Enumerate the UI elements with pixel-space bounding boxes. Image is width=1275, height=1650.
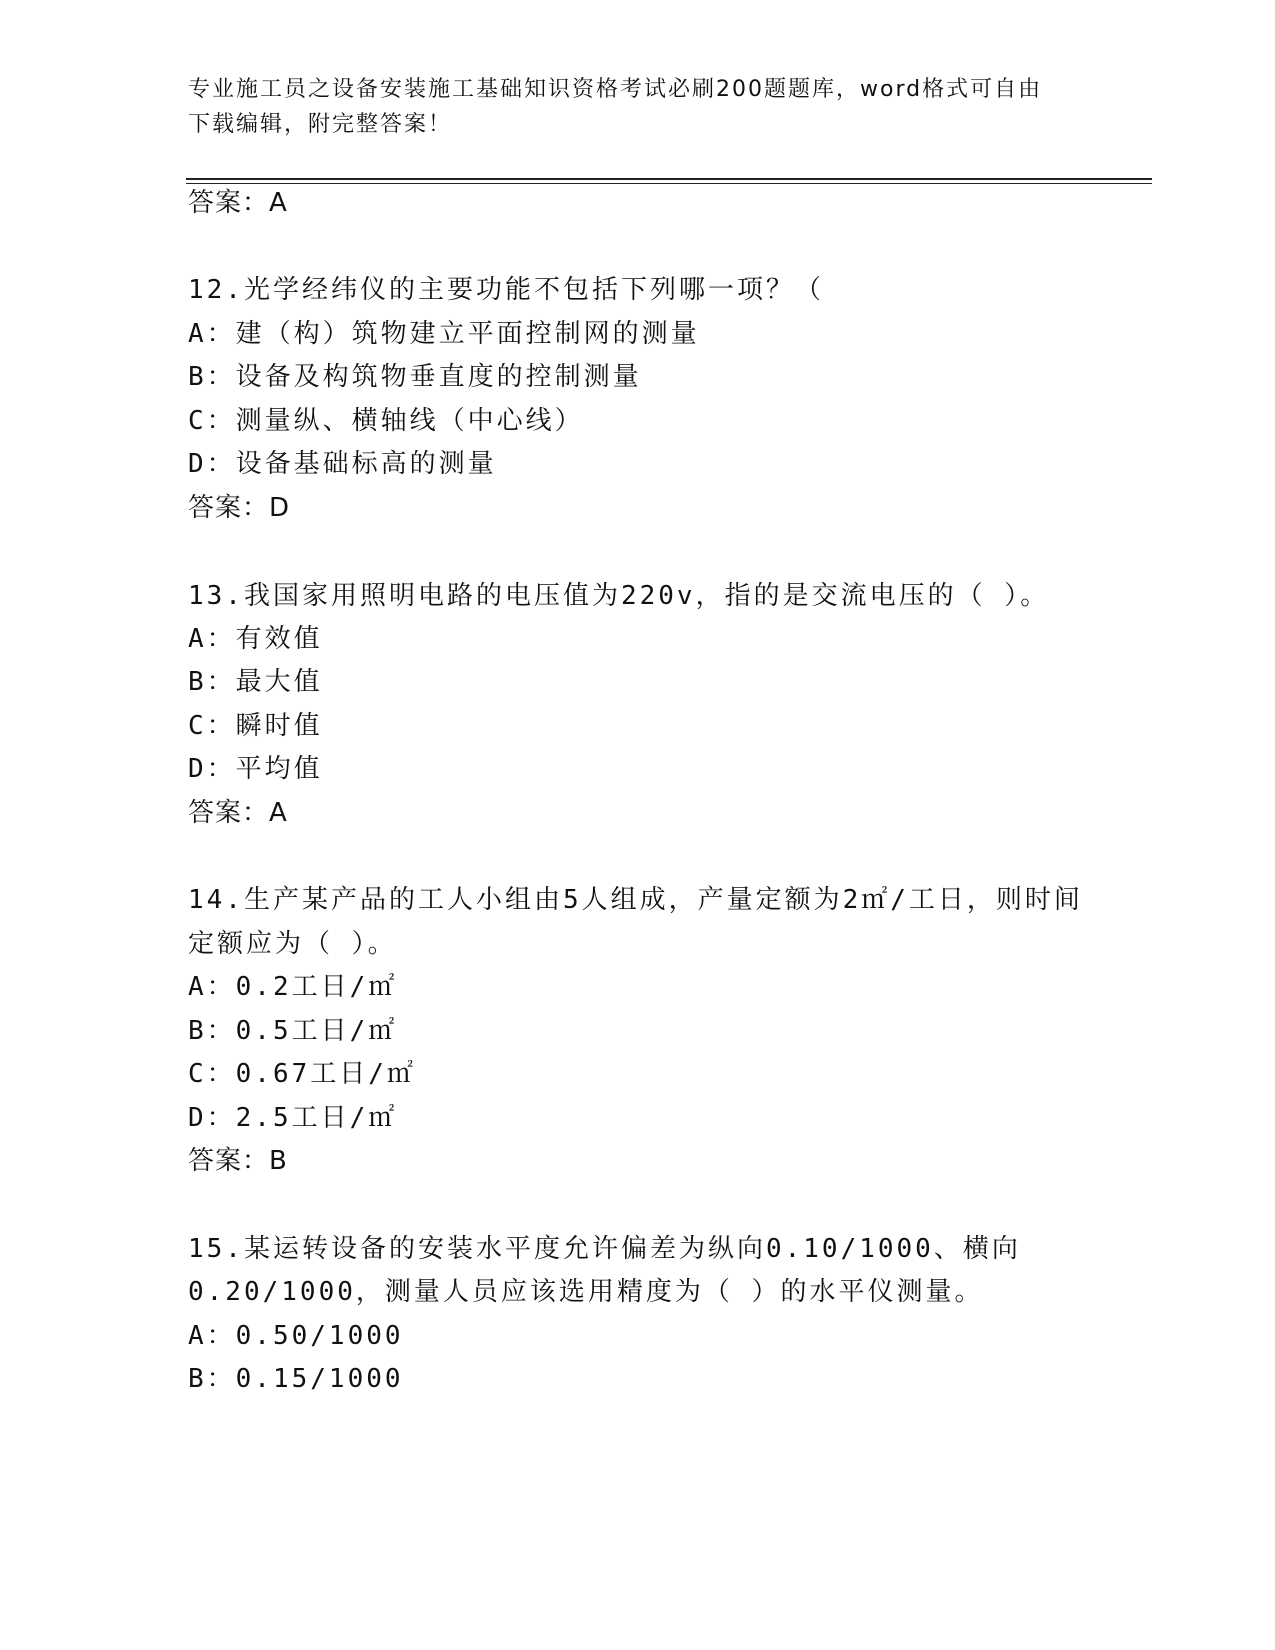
question-12-option-c: C：测量纵、横轴线（中心线） — [188, 406, 584, 436]
question-12-option-d: D：设备基础标高的测量 — [188, 449, 497, 479]
question-14-answer: 答案：B — [188, 1146, 288, 1176]
question-13-option-b: B：最大值 — [188, 667, 323, 697]
question-13-option-a: A：有效值 — [188, 624, 323, 654]
document-header — [188, 72, 1068, 142]
question-14-option-a: A：0.2工日/㎡ — [188, 972, 398, 1002]
question-13-option-d: D：平均值 — [188, 754, 323, 784]
question-15-stem-line-1: 15.某运转设备的安装水平度允许偏差为纵向0.10/1000、横向 — [188, 1234, 1021, 1264]
question-13-answer: 答案：A — [188, 798, 288, 828]
question-14-stem-line-2: 定额应为（ ）。 — [188, 929, 397, 959]
header-divider-thin — [186, 183, 1152, 184]
question-14-option-c: C：0.67工日/㎡ — [188, 1059, 416, 1089]
question-15-option-a: A：0.50/1000 — [188, 1321, 404, 1351]
question-15-option-b: B：0.15/1000 — [188, 1364, 404, 1394]
header-line-1: 专业施工员之设备安装施工基础知识资格考试必刷200题题库，word格式可自由 — [188, 77, 1043, 102]
question-12-option-b: B：设备及构筑物垂直度的控制测量 — [188, 362, 642, 392]
question-12-answer: 答案：D — [188, 493, 291, 523]
question-14-option-b: B：0.5工日/㎡ — [188, 1016, 398, 1046]
header-divider-thick — [186, 178, 1152, 180]
answer-previous: 答案：A — [188, 188, 288, 218]
question-12-option-a: A：建（构）筑物建立平面控制网的测量 — [188, 319, 700, 349]
question-13-stem: 13.我国家用照明电路的电压值为220v，指的是交流电压的（ ）。 — [188, 581, 1050, 611]
question-14-stem-line-1: 14.生产某产品的工人小组由5人组成，产量定额为2㎡/工日，则时间 — [188, 885, 1083, 915]
question-13-option-c: C：瞬时值 — [188, 711, 323, 741]
question-15-stem-line-2: 0.20/1000，测量人员应该选用精度为（ ）的水平仪测量。 — [188, 1277, 984, 1307]
question-12-stem: 12.光学经纬仪的主要功能不包括下列哪一项？（ — [188, 275, 824, 305]
question-14-option-d: D：2.5工日/㎡ — [188, 1103, 398, 1133]
header-line-2: 下载编辑，附完整答案！ — [188, 112, 453, 137]
